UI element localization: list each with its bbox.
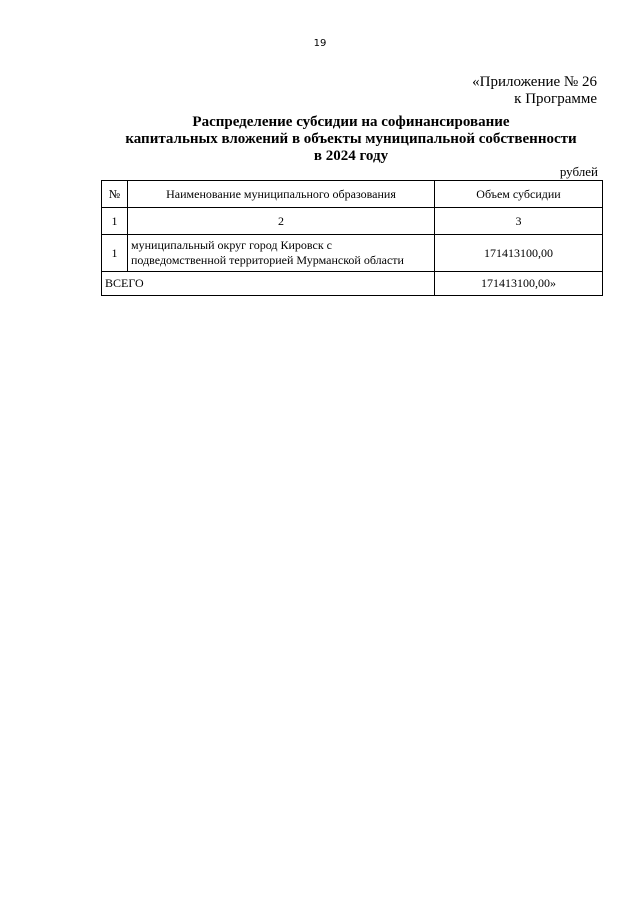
annex-line-1: «Приложение № 26 [472,74,597,90]
header-municipality: Наименование муниципального образования [128,181,435,208]
page-number: 19 [313,38,327,49]
row-name-line-1: муниципальный округ город Кировск с [131,238,332,252]
title-line-3: в 2024 году [313,148,389,164]
title-line-1: Распределение субсидии на софинансирование [192,114,510,130]
document-title [100,114,602,165]
row-municipality-name [128,235,435,272]
table-column-numbers-row [102,208,603,235]
header-subsidy-amount: Объем субсидии [435,181,603,208]
table-header-row [102,181,603,208]
table-row [102,235,603,272]
total-label: ВСЕГО [102,272,435,296]
row-number: 1 [102,235,128,272]
total-amount: 171413100,00» [435,272,603,296]
row-subsidy-amount: 171413100,00 [435,235,603,272]
table-total-row [102,272,603,296]
annex-line-2: к Программе [514,91,597,107]
column-number-3: 3 [435,208,603,235]
row-name-line-2: подведомственной территорией Мурманской области [131,253,404,267]
column-number-2: 2 [128,208,435,235]
subsidy-table [101,180,603,296]
header-number: № [102,181,128,208]
units-label: рублей [559,164,598,179]
title-line-2: капитальных вложений в объекты муниципальной собственности [125,131,577,147]
annex-header [472,74,597,108]
column-number-1: 1 [102,208,128,235]
